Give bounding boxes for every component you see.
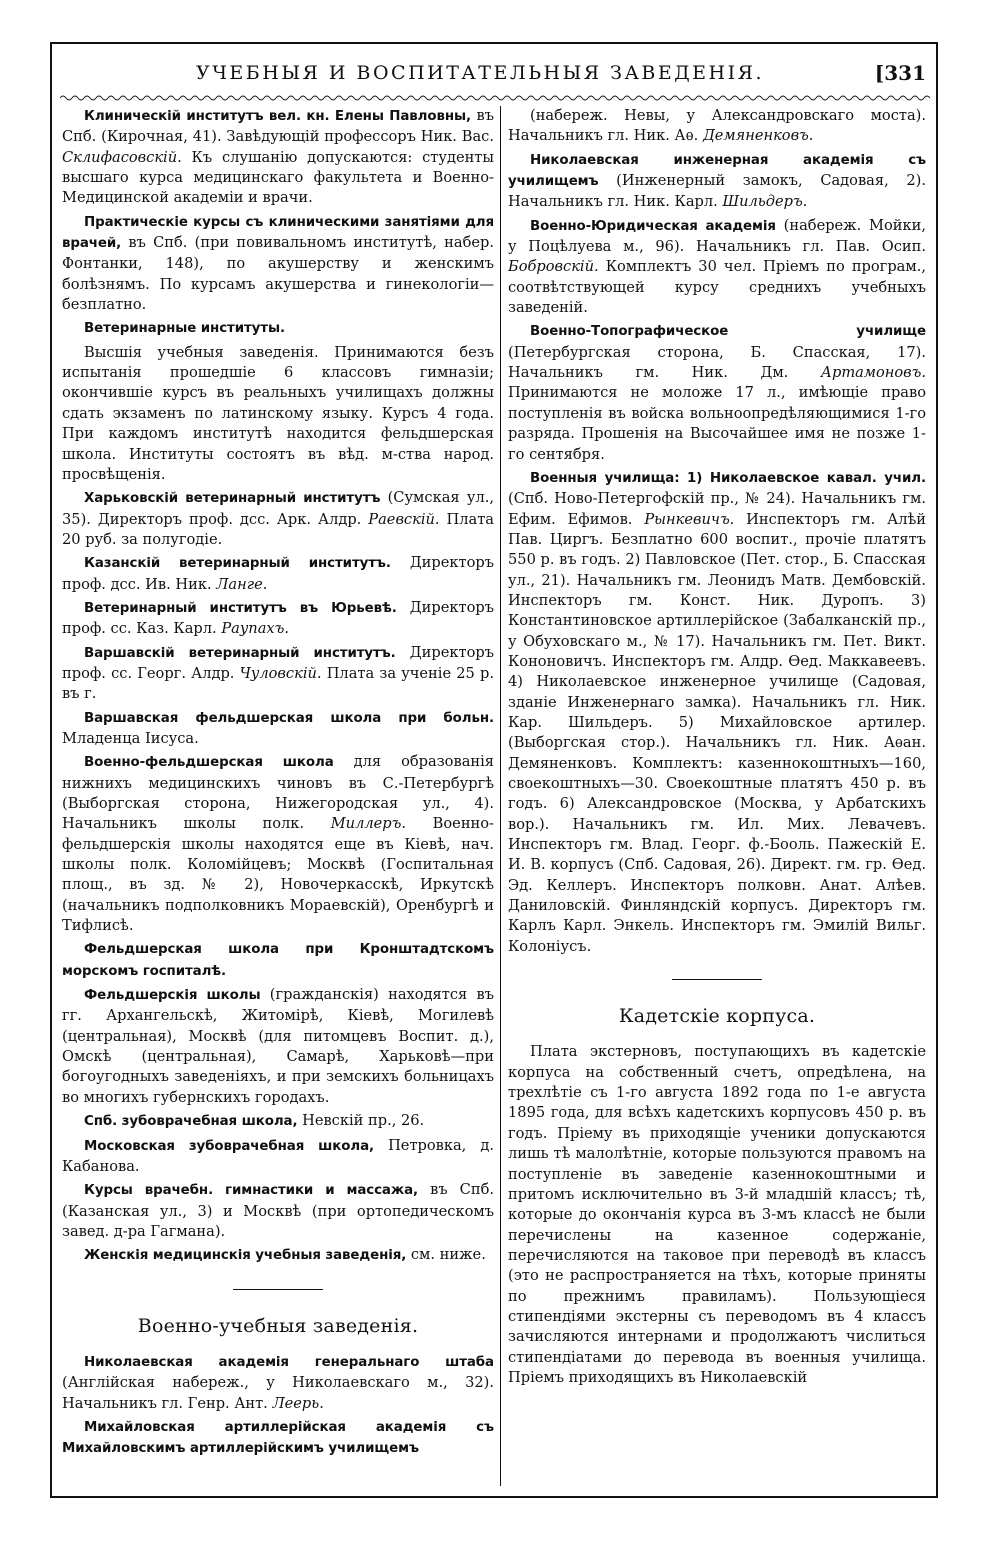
entry-text: (набереж. Мойки, у Поцѣлуева м., 96). Начальникъ гл. Пав. Осип. — [508, 216, 926, 256]
entry-text: Младенца Іисуса. — [62, 729, 199, 747]
entry — [62, 752, 494, 936]
cadet-paragraph: Плата экстерновъ, поступающихъ въ кадетскіе корпуса на собственный счетъ, опредѣлена, на трехлѣтіе съ 1-го августа 1892 года по 1-е августа 1895 года, для всѣхъ кадетскихъ корпусовъ 450 р. въ годъ. Пріему въ приходящіе ученики допускаются лишь тѣ малолѣтніе, которые пользуются правомъ на поступленіе въ заведеніе казеннокоштными и притомъ исключительно въ 3-й младшій классъ; тѣ, которые до окончанія курса въ 3-мъ классѣ не были перечислены на казенное содержаніе, перечисляются на таковое при переводѣ въ классъ (это не распространяется на тѣхъ, которые приняты по прежнимъ правиламъ). Пользующіеся стипендіями экстерны съ переводомъ въ 4 классъ зачисляются интернами и продолжаютъ числиться стипендіатами до перевода въ военныя училища. Пріемъ приходящихъ въ Николаевскій — [508, 1043, 926, 1386]
entry-text: въ Спб. (Кирочная, 41). Завѣдующій профессоръ Ник. Вас. — [62, 107, 494, 146]
entry-text: (набереж. Невы, у Александровскаго моста). Начальникъ гл. Ник. Аѳ. — [508, 107, 926, 145]
entry-name: Ланге. — [216, 575, 268, 593]
entry-heading: Военно-Юридическая академія — [530, 218, 776, 234]
entry-text: для образованія нижнихъ медицинскихъ чиновъ въ С.-Петербургѣ (Выборгская сторона, Нижегородская ул., 4). Начальникъ школы полк. — [62, 753, 494, 833]
entry-text-continued: Комплектъ 30 чел. Пріемъ по програм., соотвѣтствующей курсу среднихъ учебныхъ заведеній. — [508, 258, 926, 317]
entry-heading: Ветеринарный институтъ въ Юрьевѣ. — [84, 600, 397, 616]
section-title-military: Военно-учебныя заведенія. — [137, 1314, 419, 1337]
entry — [508, 468, 926, 957]
page-header — [60, 62, 930, 92]
entry-heading: Военно-фельдшерская школа — [84, 755, 334, 771]
entry — [62, 708, 494, 750]
entry-heading: Военныя училища: 1) Николаевское кавал. учил. — [530, 470, 926, 486]
entry-heading: Николаевская академія генеральнаго штаба — [84, 1354, 494, 1370]
entry — [62, 985, 494, 1108]
entry — [62, 1111, 494, 1132]
entry — [62, 1352, 494, 1414]
entry-text: Невскій пр., 26. — [297, 1112, 425, 1130]
entry — [62, 598, 494, 640]
military-entries — [62, 1352, 494, 1460]
entry-text: (гражданскія) находятся въ гг. Архангельскѣ, Житомірѣ, Кіевѣ, Могилевѣ (центральная), Москвѣ (для питомцевъ Воспит. д.), Омскѣ (центральная), Самарѣ, Харьковѣ—при богоугодныхъ заведеніяхъ, и при земскихъ больницахъ во многихъ губернскихъ городахъ. — [62, 986, 494, 1106]
entry-heading: Московская зубоврачебная школа, — [84, 1138, 375, 1154]
entry-name: Леерь. — [272, 1394, 324, 1412]
left-entries — [62, 106, 494, 1267]
entry-heading: Харьковскій ветеринарный институтъ — [84, 491, 381, 507]
entry-heading: Казанскій ветеринарный институтъ. — [84, 556, 391, 572]
entry-text: Директоръ проф. дсс. Ив. Ник. — [62, 554, 494, 593]
entry-text: въ Спб. (при повивальномъ институтѣ, набер. Фонтанки, 148), по акушерству и женскимъ болѣзнямъ. По курсамъ акушерства и гинекологіи—безплатно. — [62, 234, 494, 314]
entry — [62, 1180, 494, 1242]
section-rule — [233, 1289, 323, 1290]
entry-heading: Ветеринарные институты. — [84, 321, 285, 337]
entry-name: Рынкевичъ. — [644, 510, 735, 528]
column-divider — [500, 106, 501, 1486]
entry-text-continued: Принимаются не моложе 17 л., имѣющіе право поступленія въ войска вольноопредѣляющимися 1-го разряда. Прошенія на Высочайшее имя не позже 1-го сентября. — [508, 384, 926, 463]
entry — [508, 106, 926, 147]
entry-heading: Военно-Топографическое училище — [530, 324, 926, 340]
entry — [508, 150, 926, 213]
entry-text: см. ниже. — [406, 1246, 486, 1264]
entry-text-continued: Плата 20 руб. за полугодіе. — [62, 510, 494, 548]
entry — [508, 216, 926, 319]
entry — [62, 1136, 494, 1178]
right-entries — [508, 106, 926, 957]
left-column — [62, 106, 494, 1463]
entry — [62, 106, 494, 209]
entry — [62, 343, 494, 485]
entry-heading: Варшавскій ветеринарный институтъ. — [84, 645, 396, 661]
entry-text: (Инженерный замокъ, Садовая, 2). Начальникъ гл. Ник. Карл. — [508, 172, 926, 211]
wavy-rule — [60, 92, 930, 104]
entry — [62, 1417, 494, 1460]
entry-heading: Николаевская инженерная академія съ училищемъ — [508, 152, 926, 190]
right-column — [508, 106, 926, 1391]
entry — [62, 939, 494, 982]
entry-name: Склифасовскій. — [62, 148, 182, 166]
entry-heading: Практическіе курсы съ клиническими занятіями для врачей, — [62, 214, 494, 252]
entry-text: (Спб. Ново-Петергофскій пр., № 24). Начальникъ гм. Ефим. Ефимов. — [508, 490, 926, 528]
entry-text: Высшія учебныя заведенія. Принимаются безъ испытанія прошедшіе 6 классовъ гимназіи; окончившіе курсъ въ реальныхъ училищахъ должны сдать экзаменъ по латинскому языку. Курсъ 4 года. При каждомъ институтѣ находится фельдшерская школа. Институты состоятъ въ вѣд. м-ства народ. просвѣщенія. — [62, 343, 494, 483]
entry-name: Бобровскій. — [508, 258, 599, 276]
section-title-cadet: Кадетскіе корпуса. — [618, 1005, 816, 1028]
entry-text: въ Спб. (Казанская ул., 3) и Москвѣ (при ортопедическомъ завед. д-ра Гагмана). — [62, 1181, 494, 1240]
entry — [62, 488, 494, 550]
section-rule-right — [672, 979, 762, 980]
entry-heading: Фельдшерскія школы — [84, 988, 261, 1004]
running-title: УЧЕБНЫЯ И ВОСПИТАТЕЛЬНЫЯ ЗАВЕДЕНІЯ. — [196, 62, 764, 84]
entry-text: Директоръ проф. сс. Георг. Алдр. — [62, 643, 494, 682]
entry-text-continued: Плата за ученіе 25 р. въ г. — [62, 664, 494, 703]
entry-heading: Клиническій институтъ вел. кн. Елены Павловны, — [84, 109, 471, 124]
entry-name: Миллеръ. — [330, 815, 407, 833]
entry — [62, 1245, 494, 1266]
entry — [508, 321, 926, 464]
entry-heading: Варшавская фельдшерская школа при больн. — [84, 710, 494, 726]
entry-name: Чуловскій. — [239, 664, 322, 682]
entry — [62, 643, 494, 705]
entry — [62, 553, 494, 595]
entry-name: Артамоновъ. — [820, 364, 926, 382]
entry-name: Раупахъ. — [221, 620, 289, 638]
entry — [62, 212, 494, 316]
entry-heading: Женскія медицинскія учебныя заведенія, — [84, 1248, 407, 1264]
entry-text: (Сумская ул., 35). Директоръ проф. дсс. Арк. Алдр. — [62, 489, 494, 528]
entry — [62, 318, 494, 339]
entry-name: Раевскій. — [368, 510, 440, 528]
entry-text: (Англійская набереж., у Николаевскаго м., 32). Начальникъ гл. Генр. Ант. — [62, 1374, 494, 1412]
entry-heading: Спб. зубоврачебная школа, — [84, 1114, 298, 1130]
entry-heading: Фельдшерская школа при Кронштадтскомъ морскомъ госпиталѣ. — [62, 942, 494, 979]
entry-text: Петровка, д. Кабанова. — [62, 1136, 494, 1175]
entry-heading: Михайловская артиллерійская академія съ Михайловскимъ артиллерійскимъ училищемъ — [62, 1419, 494, 1457]
entry-text-continued: Военно-фельдшерскія школы находятся еще въ Кіевѣ, нач. школы полк. Коломійцевъ; Москвѣ (Госпитальная площ., въ зд. № 2), Новочеркасскѣ, Иркутскѣ (начальникъ подполковникъ Мораевскій), Оренбургѣ и Тифлисѣ. — [62, 815, 494, 935]
entry-text-continued: Инспекторъ гм. Алѣй Пав. Циргъ. Безплатно 600 воспит., прочіе платятъ 550 р. въ годъ. 2) Павловское (Пет. стор., Б. Спасская ул., 21). Начальникъ гм. Леонидъ Матв. Дембовскій. Инспекторъ гм. Конст. Ник. Дуропъ. 3) Константиновское артиллерійское (Забалканскій пр., у Обуховскаго м., № 17). Начальникъ гм. Пет. Викт. Кононовичъ. Инспекторъ гм. Алдр. Ѳед. Маккавеевъ. 4) Николаевское инженерное училище (Садовая, зданіе Инженернаго замка). Начальникъ гл. Ник. Кар. Шильдеръ. 5) Михайловское артилер. (Выборгская стор.). Начальникъ гл. Ник. Аѳан. Демяненковъ. Комплектъ: казеннокоштныхъ—160, своекоштныхъ—30. Своекоштные платятъ 450 р. въ годъ. 6) Александровское (Москва, у Арбатскихъ вор.). Начальникъ гм. Ил. Мих. Левачевъ. Инспекторъ гм. Влад. Георг. ф.-Бооль. Пажескій Е. И. В. корпусъ (Спб. Садовая, 26). Директ. гм. гр. Ѳед. Эд. Келлеръ. Инспекторъ полковн. Анат. Алѣев. Даниловскій. Финляндскій корпусъ. Директоръ гм. Карлъ Карл. Энкель. Инспекторъ гм. Эмилій Вильг. Колоніусъ. — [508, 510, 926, 955]
entry-text: Директоръ проф. сс. Каз. Карл. — [62, 598, 494, 638]
entry-text-continued: Къ слушанію допускаются: студенты высшаго курса медицинскаго факультета и Военно-Медицинской академіи и врачи. — [62, 148, 494, 207]
entry-text: (Петербургская сторона, Б. Спасская, 17). Начальникъ гм. Ник. Дм. — [508, 343, 926, 382]
entry-name: Демяненковъ. — [702, 127, 814, 145]
entry-heading: Курсы врачебн. гимнастики и массажа, — [84, 1183, 419, 1199]
entry-name: Шильдеръ. — [722, 193, 808, 211]
page-number: [331 — [874, 61, 926, 85]
